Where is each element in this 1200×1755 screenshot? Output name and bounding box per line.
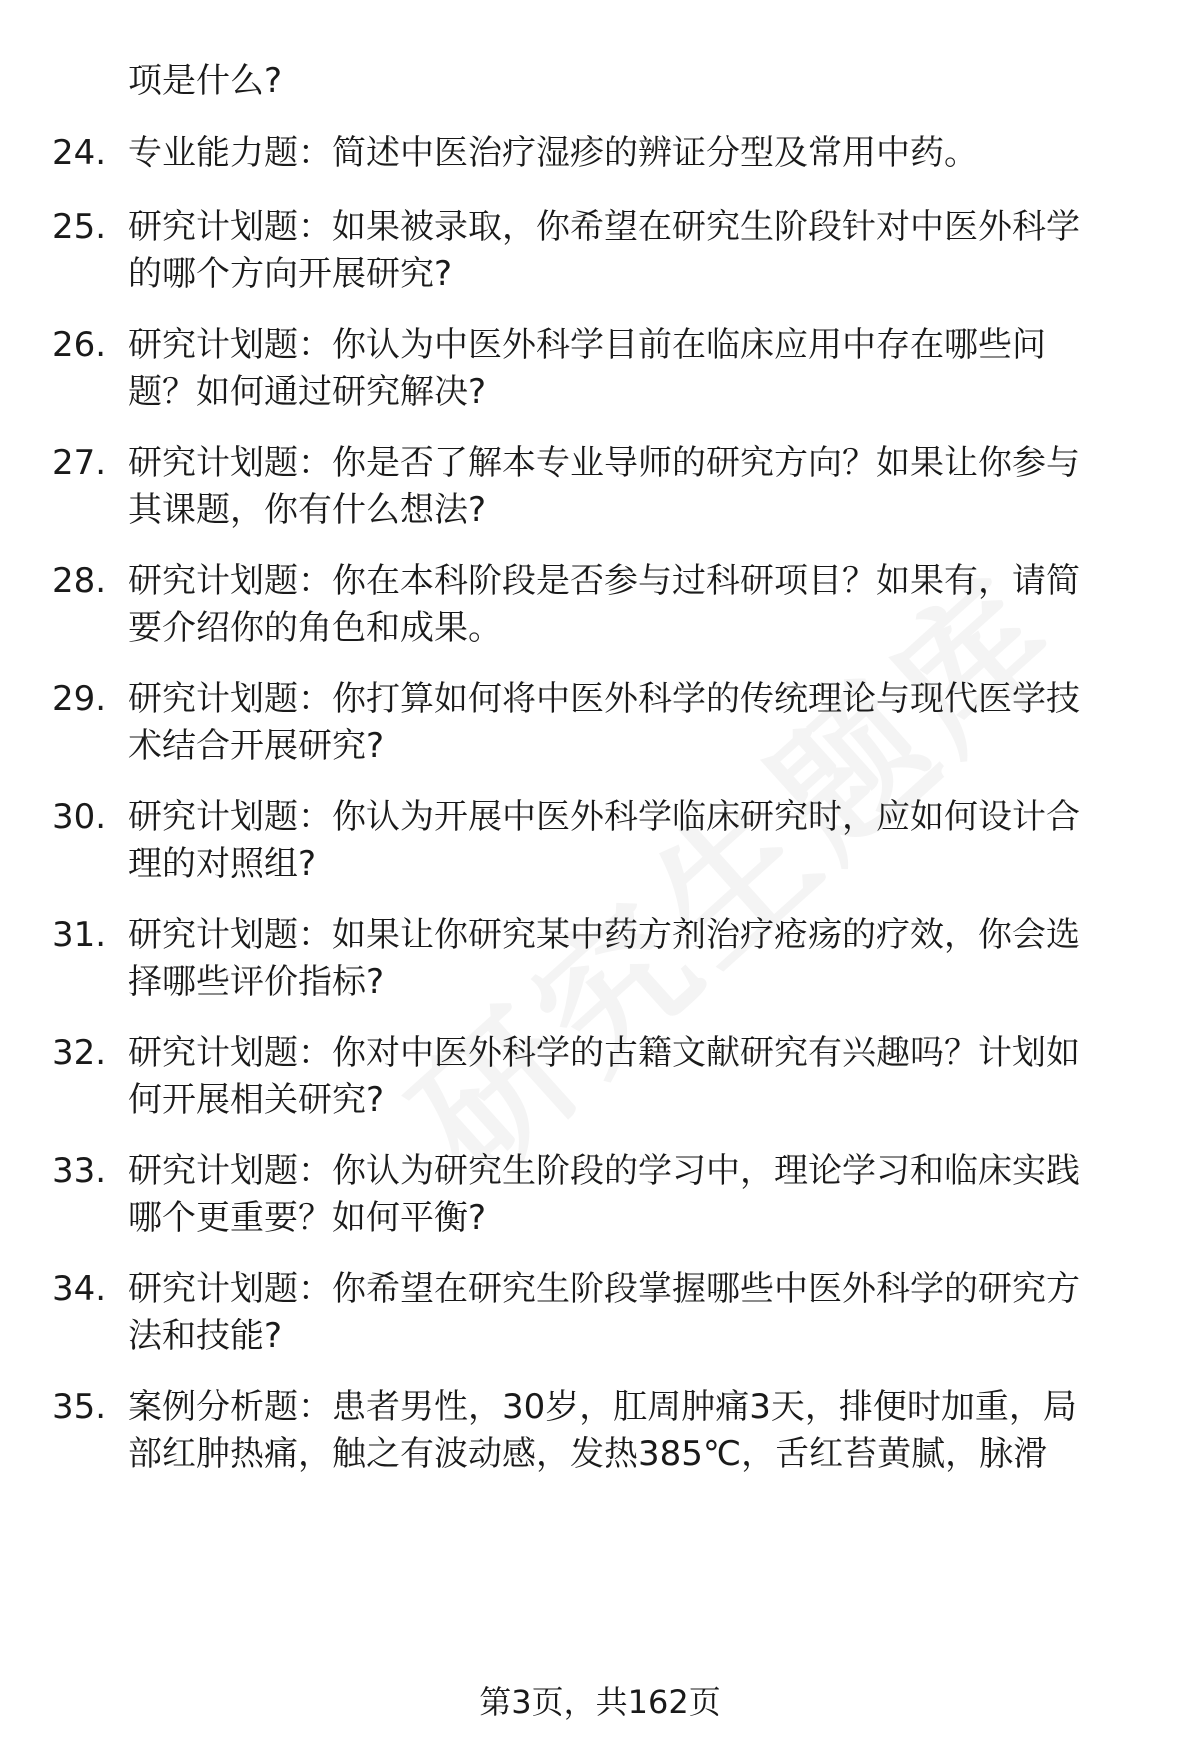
- question-line: 研究计划题：你希望在研究生阶段掌握哪些中医外科学的研究方: [128, 1269, 1080, 1309]
- question-line: 研究计划题：你认为研究生阶段的学习中，理论学习和临床实践: [128, 1151, 1080, 1191]
- question-text: [128, 558, 1148, 652]
- question-text: [128, 204, 1148, 298]
- question-text: [128, 912, 1148, 1006]
- question-text: [128, 440, 1148, 534]
- question-line: 研究计划题：你认为中医外科学目前在临床应用中存在哪些问: [128, 325, 1046, 365]
- question-line: 研究计划题：你对中医外科学的古籍文献研究有兴趣吗？计划如: [128, 1033, 1080, 1073]
- question-line: 研究计划题：你认为开展中医外科学临床研究时，应如何设计合: [128, 797, 1080, 837]
- question-number: 27.: [52, 443, 107, 483]
- question-number: 32.: [52, 1033, 107, 1073]
- question-text: [128, 130, 1148, 177]
- question-line: 术结合开展研究?: [128, 726, 385, 766]
- question-number: 35.: [52, 1387, 107, 1427]
- question-line: 研究计划题：如果让你研究某中药方剂治疗疮疡的疗效，你会选: [128, 915, 1080, 955]
- question-line: 择哪些评价指标?: [128, 962, 385, 1002]
- question-line: 案例分析题：患者男性，30岁，肛周肿痛3天，排便时加重，局: [128, 1387, 1077, 1427]
- question-line: 研究计划题：你打算如何将中医外科学的传统理论与现代医学技: [128, 679, 1080, 719]
- question-text: [128, 1384, 1148, 1478]
- question-line: 研究计划题：如果被录取，你希望在研究生阶段针对中医外科学: [128, 207, 1080, 247]
- question-number: 30.: [52, 797, 107, 837]
- question-line: 法和技能?: [128, 1316, 283, 1356]
- question-number: 31.: [52, 915, 107, 955]
- page-footer: 第3页，共162页: [479, 1683, 721, 1721]
- question-number: 25.: [52, 207, 107, 247]
- question-text: [128, 322, 1148, 416]
- question-text: [128, 1266, 1148, 1360]
- question-line: 要介绍你的角色和成果。: [128, 608, 502, 648]
- question-line: 部红肿热痛，触之有波动感，发热385℃，舌红苔黄腻，脉滑: [128, 1434, 1048, 1474]
- question-number: 28.: [52, 561, 107, 601]
- question-line: 专业能力题：简述中医治疗湿疹的辨证分型及常用中药。: [128, 133, 978, 173]
- question-number: 34.: [52, 1269, 107, 1309]
- question-text: [128, 58, 1148, 105]
- question-line: 何开展相关研究?: [128, 1080, 385, 1120]
- question-line: 理的对照组?: [128, 844, 317, 884]
- question-number: 24.: [52, 133, 107, 173]
- question-text: [128, 1148, 1148, 1242]
- question-line: 哪个更重要？如何平衡?: [128, 1198, 487, 1238]
- question-line: 题？如何通过研究解决?: [128, 372, 487, 412]
- question-number: 33.: [52, 1151, 107, 1191]
- question-line: 其课题，你有什么想法?: [128, 490, 487, 530]
- question-number: 29.: [52, 679, 107, 719]
- question-line: 研究计划题：你是否了解本专业导师的研究方向？如果让你参与: [128, 443, 1080, 483]
- question-text: [128, 1030, 1148, 1124]
- question-text: [128, 676, 1148, 770]
- question-number: 26.: [52, 325, 107, 365]
- question-line: 的哪个方向开展研究?: [128, 254, 453, 294]
- question-line: 研究计划题：你在本科阶段是否参与过科研项目？如果有，请简: [128, 561, 1080, 601]
- question-line: 项是什么?: [128, 61, 283, 101]
- question-text: [128, 794, 1148, 888]
